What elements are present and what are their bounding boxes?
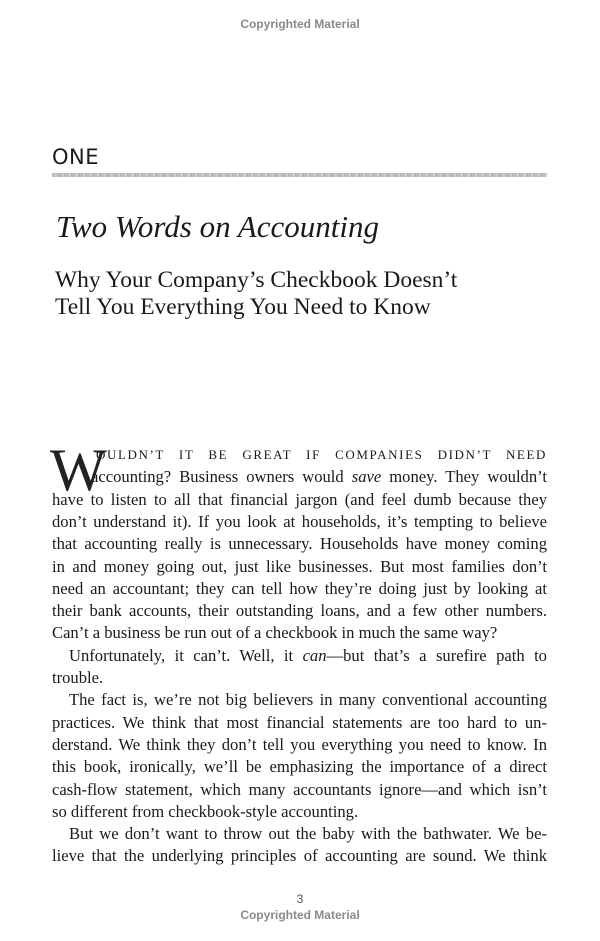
body-line: [52, 668, 547, 688]
page-number: 3: [296, 892, 304, 906]
body-line: [52, 846, 547, 866]
chapter-subtitle-line: Why Your Company’s Checkbook Doesn’t: [55, 267, 458, 293]
text-segment: Unfortunately, it can’t. Well, it: [69, 645, 303, 665]
chapter-title: Two Words on Accounting: [56, 209, 379, 244]
body-line: [52, 623, 547, 643]
text-segment: this book, ironically, we’ll be emphasizing the importance of a direct: [52, 757, 547, 777]
text-segment: their bank accounts, their outstanding loans, and a few other numbers.: [52, 601, 547, 621]
body-line: [91, 467, 547, 487]
body-line: [69, 690, 547, 710]
body-line: [52, 490, 547, 510]
text-segment: practices. We think that most financial statements are too hard to un-: [52, 712, 547, 732]
body-line: [52, 802, 547, 822]
text-segment: accounting? Business owners would: [91, 467, 352, 487]
drop-cap: W: [50, 437, 107, 503]
body-line-text: [52, 579, 547, 599]
text-segment: money. They wouldn’t: [381, 467, 547, 487]
chapter-number: ONE: [52, 145, 100, 169]
text-segment: that accounting really is unnecessary. Households have money coming: [52, 534, 547, 554]
text-segment: need an accountant; they can tell how they’re doing just by looking at: [52, 578, 547, 598]
text-segment: so different from checkbook-style accounting.: [52, 801, 359, 821]
body-line-text: [52, 512, 547, 532]
text-segment: But we don’t want to throw out the baby with the bathwater. We be-: [69, 824, 547, 844]
text-segment: have to listen to all that financial jargon (and feel dumb because they: [52, 489, 547, 509]
emphasis-text: can: [302, 645, 327, 665]
body-line-text: [52, 668, 547, 688]
body-line-text: [69, 690, 547, 710]
body-line: [52, 757, 547, 777]
body-line-text: [96, 445, 547, 465]
body-line-text: [69, 646, 547, 666]
chapter-rule: [52, 173, 547, 177]
body-line-text: [52, 735, 547, 755]
body-line-text: [69, 824, 547, 844]
body-line: [52, 713, 547, 733]
emphasis-text: save: [351, 467, 382, 487]
text-segment: OULDN’T IT BE GREAT IF COMPANIES DIDN’T NEED: [96, 447, 547, 462]
text-segment: derstand. We think they don’t tell you everything you need to know. In: [52, 734, 547, 754]
copyright-watermark-top: Copyrighted Material: [240, 17, 360, 31]
body-line-text: [52, 780, 547, 800]
body-line: [52, 579, 547, 599]
text-segment: trouble.: [52, 668, 104, 687]
body-line: [69, 824, 547, 844]
text-segment: lieve that the underlying principles of accounting are sound. We think: [52, 846, 547, 866]
body-line: [52, 512, 547, 532]
body-line: [69, 646, 547, 666]
body-line-text: [52, 534, 547, 554]
copyright-watermark-bottom: Copyrighted Material: [240, 908, 360, 922]
body-line: [52, 557, 547, 577]
body-line-text: [52, 802, 547, 822]
body-line: [52, 601, 547, 621]
body-line-text: [91, 467, 547, 487]
body-line-text: [52, 557, 547, 577]
body-line: [96, 445, 547, 465]
text-segment: —but that’s a surefire path to: [326, 645, 547, 665]
body-line-text: [52, 490, 547, 510]
body-line: [52, 780, 547, 800]
text-segment: don’t understand it). If you look at households, it’s tempting to believe: [52, 511, 547, 531]
body-line-text: [52, 601, 547, 621]
chapter-subtitle-line: Tell You Everything You Need to Know: [55, 294, 431, 320]
text-segment: The fact is, we’re not big believers in many conventional accounting: [69, 690, 547, 710]
body-line-text: [52, 846, 547, 866]
text-segment: in and money going out, just like businesses. But most families don’t: [52, 556, 547, 576]
body-line: [52, 534, 547, 554]
body-line: [52, 735, 547, 755]
text-segment: Can’t a business be run out of a checkbook in much the same way?: [52, 623, 498, 643]
body-line-text: [52, 757, 547, 777]
text-segment: cash-flow statement, which many accountants ignore—and which isn’t: [52, 779, 547, 799]
body-line-text: [52, 713, 547, 733]
body-line-text: [52, 623, 547, 643]
